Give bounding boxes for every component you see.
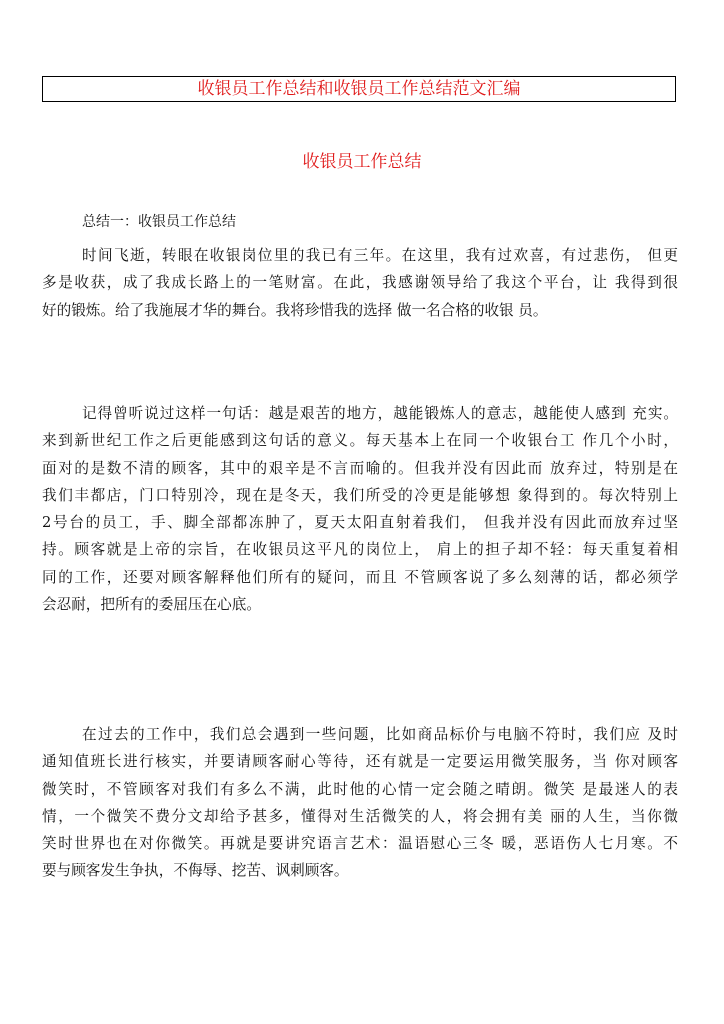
paragraph-line: 持。顾客就是上帝的宗旨，在收银员这平凡的岗位上， 肩上的担子却不轻：每天重复着相 [42, 541, 678, 559]
paragraph-line: 来到新世纪工作之后更能感到这句话的意义。每天基本上在同一个收银台工 作几个小时， [42, 432, 678, 450]
paragraph-line: 微笑时，不管顾客对我们有多么不满，此时他的心情一定会随之晴朗。微笑 是最迷人的表 [42, 780, 678, 798]
document-header-box [42, 76, 676, 102]
paragraph-line: 笑时世界也在对你微笑。再就是要讲究语言艺术：温语慰心三冬 暖，恶语伤人七月寒。不 [42, 835, 678, 853]
section-label: 总结一：收银员工作总结 [82, 214, 236, 230]
paragraph-line: 面对的是数不清的顾客，其中的艰辛是不言而喻的。但我并没有因此而 放弃过，特别是在 [42, 459, 678, 477]
paragraph-3 [42, 721, 678, 885]
paragraph-line: 在过去的工作中，我们总会遇到一些问题，比如商品标价与电脑不符时，我们应 及时 [82, 726, 678, 743]
paragraph-line: 多是收获，成了我成长路上的一笔财富。在此，我感谢领导给了我这个平台，让 我得到很 [42, 274, 678, 292]
paragraph-2 [42, 400, 678, 618]
document-title: 收银员工作总结 [302, 152, 422, 172]
paragraph-line: 通知值班长进行核实，并要请顾客耐心等待，还有就是一定要运用微笑服务，当 你对顾客 [42, 753, 678, 771]
paragraph-line: 会忍耐，把所有的委屈压在心底。 [42, 596, 261, 614]
paragraph-line: 时间飞逝，转眼在收银岗位里的我已有三年。在这里，我有过欢喜，有过悲伤， 但更 [82, 247, 678, 264]
paragraph-1 [42, 242, 678, 324]
paragraph-line: 记得曾听说过这样一句话：越是艰苦的地方，越能锻炼人的意志，越能使人感到 充实。 [82, 405, 678, 422]
paragraph-line: 我们丰都店，门口特别冷，现在是冬天，我们所受的冷更是能够想 象得到的。每次特别上 [42, 486, 678, 504]
paragraph-line: 同的工作，还要对顾客解释他们所有的疑问，而且 不管顾客说了多么刻薄的话，都必须学 [42, 568, 678, 586]
paragraph-line: 好的锻炼。给了我施展才华的舞台。我将珍惜我的选择 做一名合格的收银 员。 [42, 301, 548, 319]
paragraph-line: 情，一个微笑不费分文却给予甚多，懂得对生活微笑的人，将会拥有美 丽的人生，当你微 [42, 807, 678, 825]
document-header-title: 收银员工作总结和收银员工作总结范文汇编 [197, 79, 521, 99]
paragraph-line: 要与顾客发生争执，不侮辱、挖苦、讽刺顾客。 [42, 862, 349, 880]
paragraph-line: 2号台的员工，手、脚全部都冻肿了，夏天太阳直射着我们， 但我并没有因此而放弃过坚 [42, 514, 678, 532]
